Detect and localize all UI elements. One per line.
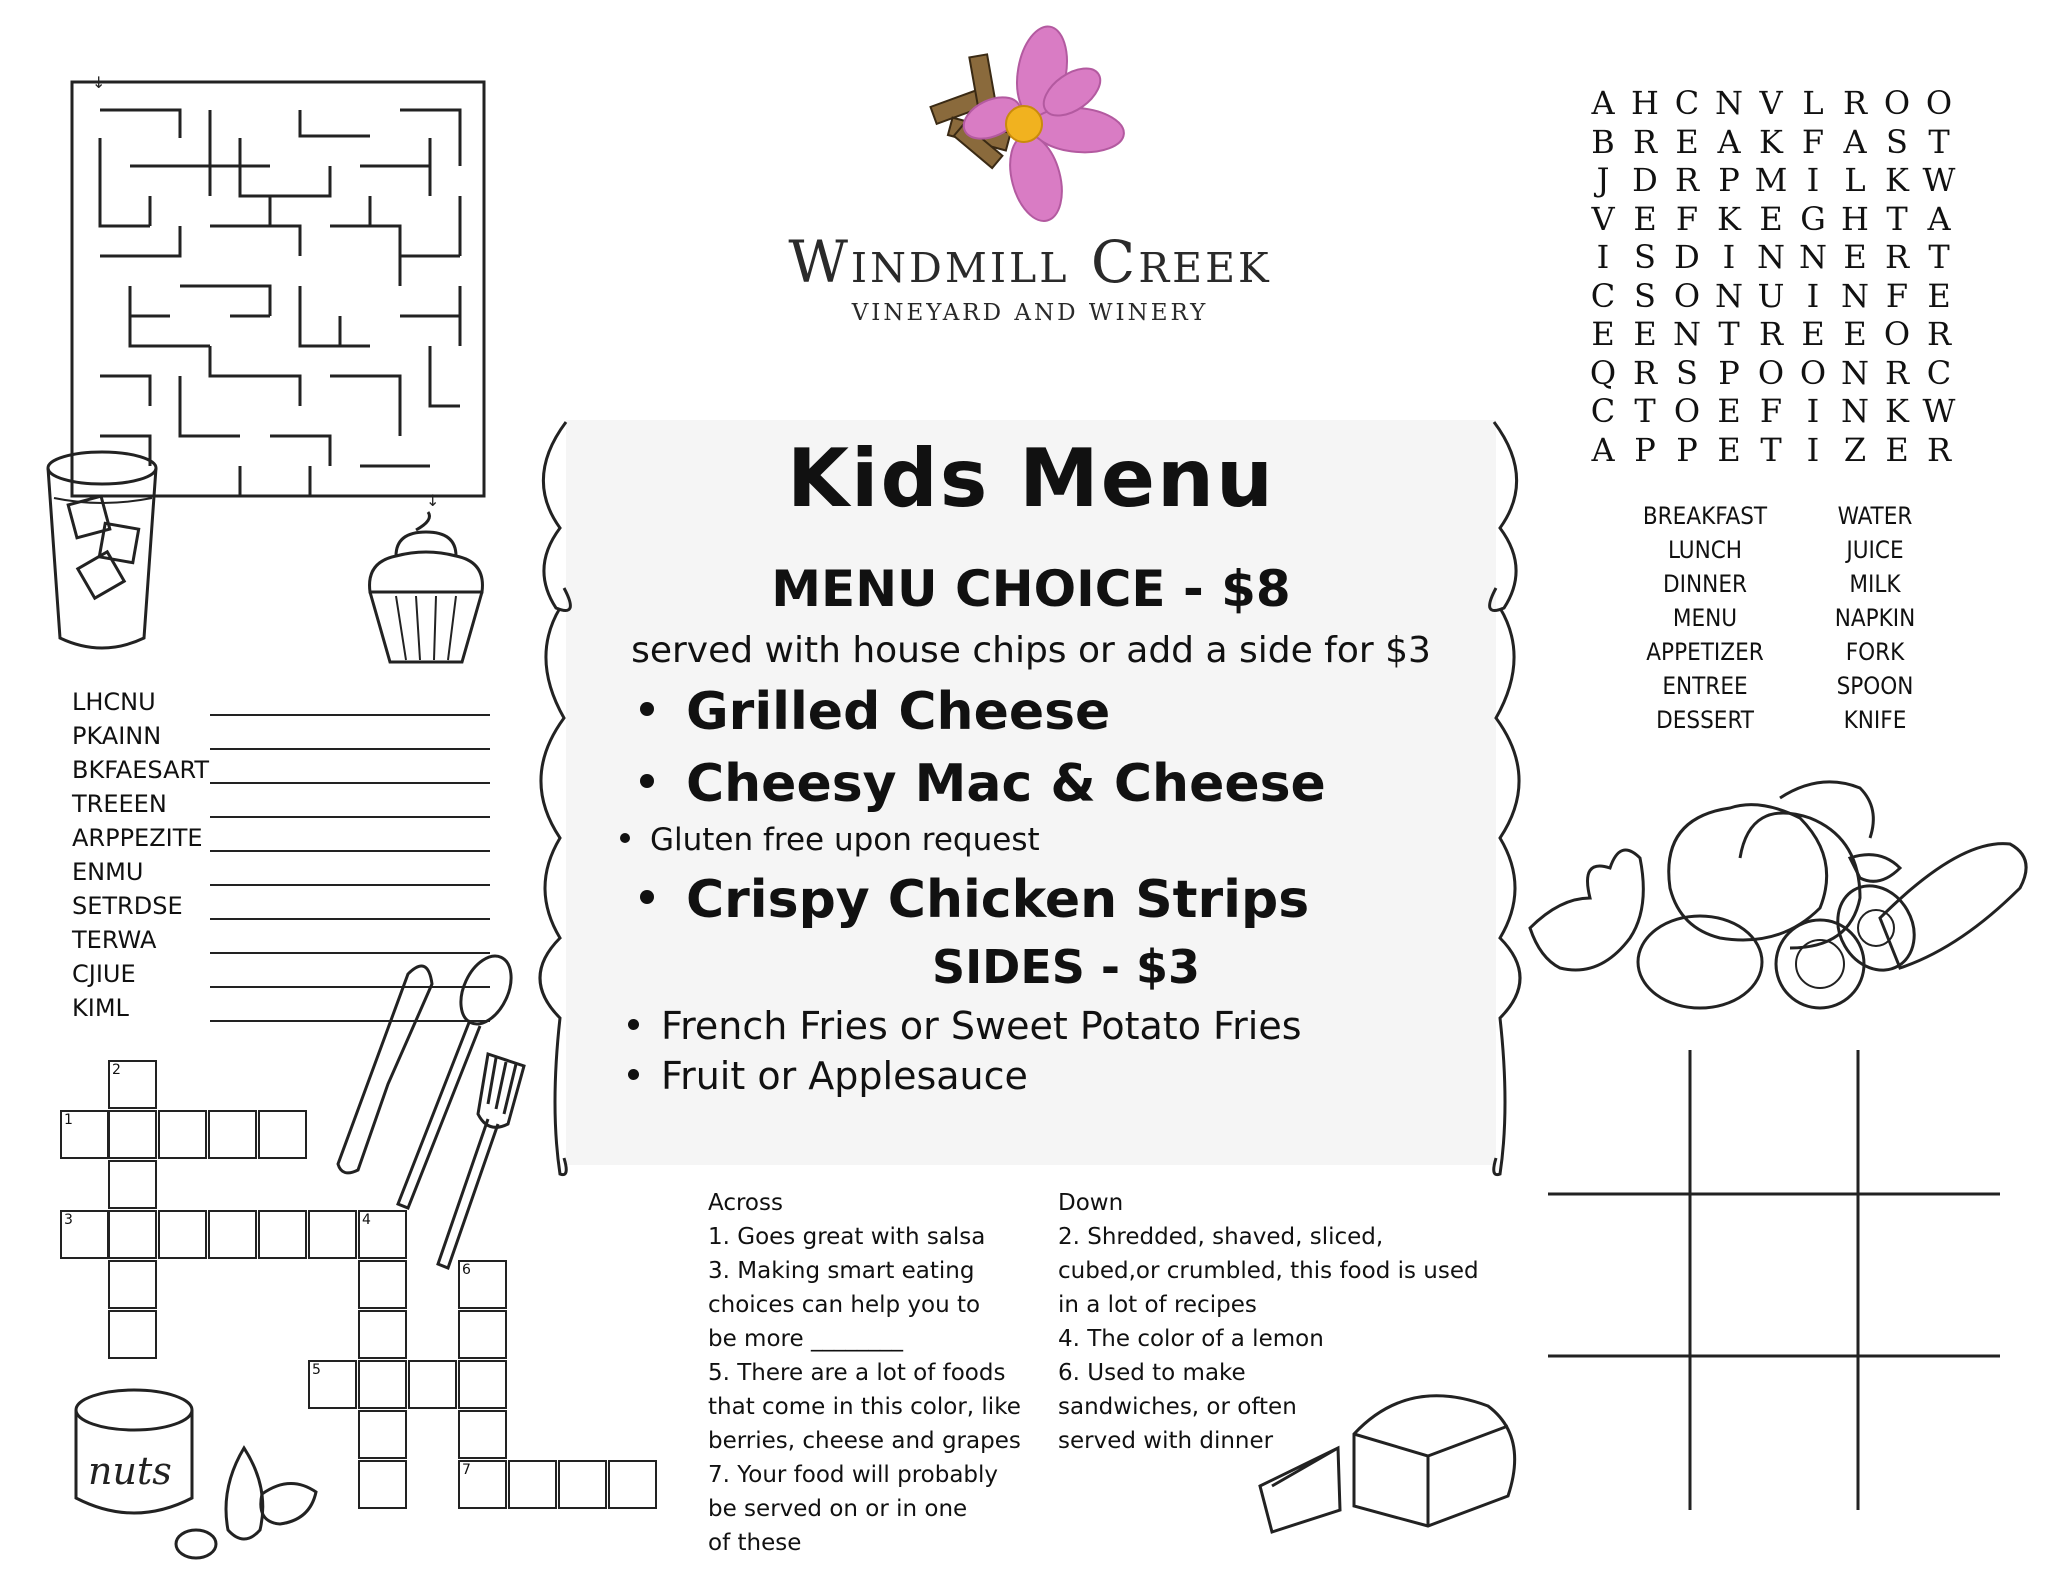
word-search-letter[interactable]: I <box>1596 238 1610 276</box>
clue-line: 4. The color of a lemon <box>1058 1326 1324 1352</box>
scramble-word: TREEEN <box>72 790 167 818</box>
crossword-cell[interactable] <box>508 1460 557 1509</box>
scramble-word: CJIUE <box>72 960 136 988</box>
word-search-letter[interactable]: E <box>1843 238 1867 276</box>
word-search-letter[interactable] <box>1960 354 2002 393</box>
scramble-word: LHCNU <box>72 688 156 716</box>
menu-item-label: Grilled Cheese <box>686 682 1111 742</box>
clue-number: 2 <box>112 1062 121 1078</box>
word-search-letter[interactable]: I <box>1806 276 1820 315</box>
clue-line: cubed,or crumbled, this food is used <box>1058 1258 1479 1284</box>
word-search-letter[interactable]: R <box>1632 122 1658 161</box>
crossword-cell[interactable] <box>108 1310 157 1359</box>
across-clues <box>708 1186 1021 1560</box>
crossword-cell[interactable] <box>108 1060 157 1109</box>
scramble-row <box>72 722 492 756</box>
fruit-pile-icon <box>1520 778 2040 1018</box>
word-search-letter[interactable]: R <box>1884 353 1910 392</box>
scramble-row <box>72 688 492 722</box>
clue-line: be more ________ <box>708 1326 903 1352</box>
word-search-letter[interactable]: B <box>1591 122 1615 161</box>
word-search-letter[interactable]: K <box>1717 199 1741 238</box>
answer-line[interactable] <box>210 884 490 886</box>
word-search-letter[interactable]: R <box>1884 238 1910 276</box>
side-item <box>628 1054 1028 1098</box>
scramble-word: TERWA <box>72 926 157 954</box>
answer-line[interactable] <box>210 918 490 920</box>
crossword-cell[interactable] <box>158 1110 207 1159</box>
word-search-word: KNIFE <box>1843 706 1907 734</box>
word-search-letter[interactable]: U <box>1757 276 1785 315</box>
clue-number: 6 <box>462 1262 471 1278</box>
word-search-word: JUICE <box>1846 536 1904 564</box>
word-search-letter[interactable] <box>1960 84 2002 123</box>
word-search-letter[interactable] <box>1960 123 2002 162</box>
word-search-letter[interactable]: G <box>1800 199 1826 238</box>
word-search-letter[interactable]: F <box>1759 392 1783 430</box>
crossword-cell[interactable] <box>308 1210 357 1259</box>
clue-line: choices can help you to <box>708 1292 981 1318</box>
crossword-cell[interactable] <box>458 1310 507 1359</box>
answer-line[interactable] <box>210 850 490 852</box>
word-search-letter[interactable]: P <box>1718 161 1740 199</box>
word-search-letter[interactable]: F <box>1675 199 1699 238</box>
crossword-cell[interactable] <box>458 1360 507 1409</box>
word-search-word: NAPKIN <box>1834 604 1916 632</box>
scramble-row <box>72 892 492 926</box>
word-search-letter[interactable]: W <box>1922 392 1956 430</box>
word-search-letter[interactable]: I <box>1806 430 1820 469</box>
word-search-letter[interactable]: T <box>1760 430 1782 469</box>
word-search-letter[interactable] <box>1960 161 2002 200</box>
word-search-letter[interactable]: J <box>1596 161 1610 199</box>
scramble-row <box>72 858 492 892</box>
word-search-letter[interactable]: Z <box>1843 430 1867 469</box>
tic-tac-toe-grid-icon[interactable] <box>1548 1050 2008 1510</box>
word-search-letter[interactable]: V <box>1759 84 1783 122</box>
word-search-letter[interactable]: K <box>1759 122 1783 161</box>
scramble-row <box>72 824 492 858</box>
menu-item-label: Gluten free upon request <box>650 822 1040 858</box>
clue-line: 6. Used to make <box>1058 1360 1246 1386</box>
word-search-letter[interactable]: O <box>1673 276 1701 315</box>
word-search-letter[interactable]: R <box>1926 315 1952 353</box>
maze-icon <box>70 73 490 510</box>
clue-line: 1. Goes great with salsa <box>708 1224 986 1250</box>
word-search-letter[interactable]: C <box>1590 276 1616 315</box>
side-item-label: Fruit or Applesauce <box>661 1054 1028 1098</box>
word-search-letter[interactable]: P <box>1718 353 1740 392</box>
word-search-letter[interactable]: T <box>1928 122 1950 161</box>
clue-line: 2. Shredded, shaved, sliced, <box>1058 1224 1384 1250</box>
word-search-letter[interactable]: V <box>1591 199 1615 238</box>
clue-number: 3 <box>64 1212 73 1228</box>
scramble-word: KIML <box>72 994 129 1022</box>
down-title: Down <box>1058 1190 1124 1216</box>
crossword-cell[interactable] <box>358 1210 407 1259</box>
word-search-word: LUNCH <box>1667 536 1743 564</box>
crossword-cell[interactable] <box>458 1260 507 1309</box>
crossword-cell[interactable] <box>60 1210 109 1259</box>
word-search-letter[interactable]: M <box>1754 161 1788 199</box>
nuts-jar-icon <box>70 1388 370 1588</box>
word-search-letter[interactable]: P <box>1634 430 1656 469</box>
word-search-letter[interactable]: A <box>1843 122 1867 161</box>
clue-line: in a lot of recipes <box>1058 1292 1257 1318</box>
bullet-icon <box>620 833 630 843</box>
menu-item-label: Cheesy Mac & Cheese <box>686 754 1326 814</box>
word-search-letter[interactable]: I <box>1722 238 1736 276</box>
word-search-letter[interactable] <box>1960 315 2002 354</box>
word-search-letter[interactable]: D <box>1674 238 1700 276</box>
glass-with-ice-icon <box>44 448 174 658</box>
word-search-letter[interactable]: I <box>1806 161 1820 199</box>
clue-line: of these <box>708 1530 802 1556</box>
across-title: Across <box>708 1190 783 1216</box>
word-search-letter[interactable]: S <box>1886 122 1908 161</box>
scramble-word: PKAINN <box>72 722 162 750</box>
bullet-icon <box>628 1019 639 1030</box>
word-search-word: FORK <box>1845 638 1905 666</box>
word-search-word: SPOON <box>1836 672 1914 700</box>
word-search-word: MILK <box>1849 570 1901 598</box>
clue-line: 3. Making smart eating <box>708 1258 975 1284</box>
word-search-letter[interactable]: O <box>1673 392 1701 430</box>
scramble-row <box>72 756 492 790</box>
clue-line: berries, cheese and grapes <box>708 1428 1021 1454</box>
clue-line: 5. There are a lot of foods <box>708 1360 1006 1386</box>
maze <box>70 73 490 510</box>
word-search-letter[interactable]: C <box>1926 353 1952 392</box>
word-search-letter[interactable]: S <box>1676 353 1698 392</box>
answer-line[interactable] <box>210 748 490 750</box>
crossword-cell[interactable] <box>408 1360 457 1409</box>
scramble-word: BKFAESART <box>72 756 210 784</box>
crossword-cell[interactable] <box>108 1160 157 1209</box>
word-search-letter[interactable]: S <box>1634 276 1656 315</box>
clue-number: 7 <box>462 1462 471 1478</box>
word-search-letter[interactable]: E <box>1885 430 1909 469</box>
word-search-letter[interactable]: O <box>1757 353 1785 392</box>
word-search-letter[interactable]: H <box>1631 84 1659 122</box>
crossword-cell[interactable] <box>108 1210 157 1259</box>
word-search-letter[interactable]: R <box>1842 84 1868 122</box>
crossword-cell[interactable] <box>258 1210 307 1259</box>
word-search-letter[interactable]: A <box>1591 84 1615 122</box>
svg-text:↓: ↓ <box>92 73 106 92</box>
word-search-letter[interactable]: E <box>1759 199 1783 238</box>
word-search-letter[interactable]: A <box>1927 199 1951 238</box>
menu-title: Kids Menu <box>787 432 1275 525</box>
word-search-letter[interactable]: E <box>1675 122 1699 161</box>
word-search-letter[interactable]: D <box>1632 161 1658 199</box>
clue-line: that come in this color, like <box>708 1394 1021 1420</box>
clue-number: 1 <box>64 1112 73 1128</box>
word-search-word: MENU <box>1672 604 1738 632</box>
crossword-cell[interactable] <box>258 1110 307 1159</box>
word-search-letter[interactable]: R <box>1758 315 1784 353</box>
menu-item <box>640 682 1110 742</box>
crossword-cell[interactable] <box>158 1210 207 1259</box>
word-search-letter[interactable]: N <box>1841 353 1869 392</box>
clue-line: be served on or in one <box>708 1496 968 1522</box>
scramble-word: SETRDSE <box>72 892 183 920</box>
answer-line[interactable] <box>210 782 490 784</box>
crossword-cell[interactable] <box>458 1460 507 1509</box>
word-search-letter[interactable]: N <box>1757 238 1785 276</box>
crossword-cell[interactable] <box>608 1460 657 1509</box>
word-search-letter[interactable]: A <box>1717 122 1741 161</box>
word-search-letter[interactable]: E <box>1633 199 1657 238</box>
word-search-letter[interactable]: E <box>1843 315 1867 353</box>
word-search-letter[interactable]: E <box>1591 315 1615 353</box>
word-search-letter[interactable]: W <box>1922 161 1956 199</box>
clue-number: 4 <box>362 1212 371 1228</box>
nuts-label: nuts <box>88 1449 172 1493</box>
sides-heading: SIDES - $3 <box>931 940 1201 994</box>
side-item <box>628 1004 1302 1048</box>
word-search-letter[interactable]: O <box>1799 353 1827 392</box>
word-search-letter[interactable]: R <box>1674 161 1700 199</box>
menu-item-note <box>620 822 1040 858</box>
bullet-icon <box>628 1069 639 1080</box>
menu-item <box>640 870 1309 930</box>
crossword-cell[interactable] <box>208 1110 257 1159</box>
word-search-word: ENTREE <box>1662 672 1748 700</box>
brand-subtitle: VINEYARD AND WINERY <box>851 300 1209 326</box>
word-search-letter[interactable] <box>1960 238 2002 277</box>
word-search-letter[interactable] <box>1960 392 2002 431</box>
word-search-letter[interactable]: O <box>1883 315 1911 353</box>
word-search-letter[interactable]: E <box>1633 315 1657 353</box>
word-search-letter[interactable]: Q <box>1589 353 1617 392</box>
word-search-letter[interactable]: S <box>1634 238 1656 276</box>
word-search-letter[interactable]: A <box>1591 430 1615 469</box>
word-search-letter[interactable]: C <box>1674 84 1700 122</box>
word-search-letter[interactable]: L <box>1844 161 1866 199</box>
word-search-word: DESSERT <box>1656 706 1754 734</box>
menu-item <box>640 754 1326 814</box>
menu-item-label: Crispy Chicken Strips <box>686 870 1310 930</box>
word-search-letter[interactable]: T <box>1886 199 1908 238</box>
menu-choice-heading: MENU CHOICE - $8 <box>771 560 1291 618</box>
answer-line[interactable] <box>210 714 490 716</box>
windmill-flower-logo-icon <box>912 22 1112 222</box>
word-search-letter[interactable]: E <box>1801 315 1825 353</box>
word-search-letter[interactable]: N <box>1715 276 1743 315</box>
crossword-cell[interactable] <box>558 1460 607 1509</box>
word-search-letter[interactable] <box>1960 277 2002 316</box>
word-search-letter[interactable]: R <box>1632 353 1658 392</box>
word-search-letter[interactable]: E <box>1927 276 1951 315</box>
word-search-letter[interactable]: N <box>1841 392 1869 430</box>
word-search-letter[interactable]: R <box>1926 430 1952 469</box>
word-search-letter[interactable]: T <box>1634 392 1656 430</box>
crossword-cell[interactable] <box>60 1110 109 1159</box>
side-item-label: French Fries or Sweet Potato Fries <box>661 1004 1302 1048</box>
cheese-icon <box>1258 1386 1528 1536</box>
word-search-letter[interactable]: N <box>1799 238 1827 276</box>
clue-line: served with dinner <box>1058 1428 1274 1454</box>
bullet-icon <box>640 702 654 716</box>
brand-name: Windmill Creek <box>788 228 1272 296</box>
cupcake-icon <box>356 512 496 672</box>
word-search-letter[interactable]: T <box>1928 238 1950 276</box>
word-search-letter[interactable]: N <box>1841 276 1869 315</box>
crossword-cell[interactable] <box>108 1110 157 1159</box>
word-search-letter[interactable]: E <box>1717 392 1741 430</box>
scramble-row <box>72 790 492 824</box>
word-search-letter[interactable]: O <box>1925 84 1953 122</box>
word-search-letter[interactable]: K <box>1885 392 1909 430</box>
word-search-word: BREAKFAST <box>1642 502 1768 530</box>
clue-line: sandwiches, or often <box>1058 1394 1297 1420</box>
word-search-letter[interactable]: F <box>1801 122 1825 161</box>
word-search-grid <box>1582 84 2002 469</box>
word-search-letter[interactable]: H <box>1841 199 1869 238</box>
word-search-words <box>1620 502 1960 740</box>
crossword-cell[interactable] <box>458 1410 507 1459</box>
svg-text:↓: ↓ <box>426 491 440 510</box>
word-search-letter[interactable]: P <box>1676 430 1698 469</box>
crossword-cell[interactable] <box>358 1310 407 1359</box>
word-search-letter[interactable]: O <box>1883 84 1911 122</box>
word-search-letter[interactable]: F <box>1885 276 1909 315</box>
word-search-letter[interactable]: N <box>1673 315 1701 353</box>
clue-line: 7. Your food will probably <box>708 1462 999 1488</box>
word-search-letter[interactable] <box>1960 200 2002 239</box>
bullet-icon <box>640 774 654 788</box>
answer-line[interactable] <box>210 816 490 818</box>
word-search-letter[interactable] <box>1960 431 2002 470</box>
word-search-letter[interactable]: L <box>1802 84 1824 122</box>
word-search-letter[interactable]: C <box>1590 392 1616 430</box>
word-search-letter[interactable]: E <box>1717 430 1741 469</box>
clue-number: 5 <box>312 1362 321 1378</box>
scramble-word: ARPPEZITE <box>72 824 203 852</box>
menu-note: served with house chips or add a side for $3 <box>631 630 1431 671</box>
word-search-letter[interactable]: T <box>1718 315 1740 353</box>
word-search-word: WATER <box>1837 502 1913 530</box>
scramble-word: ENMU <box>72 858 144 886</box>
crossword-cell[interactable] <box>358 1260 407 1309</box>
word-search-letter[interactable]: K <box>1885 161 1909 199</box>
word-search-letter[interactable]: I <box>1806 392 1820 430</box>
crossword-cell[interactable] <box>108 1260 157 1309</box>
crossword-cell[interactable] <box>208 1210 257 1259</box>
word-search-word: APPETIZER <box>1646 638 1764 666</box>
word-search-letter[interactable]: N <box>1715 84 1743 122</box>
bullet-icon <box>640 890 654 904</box>
word-search-word: DINNER <box>1663 570 1747 598</box>
